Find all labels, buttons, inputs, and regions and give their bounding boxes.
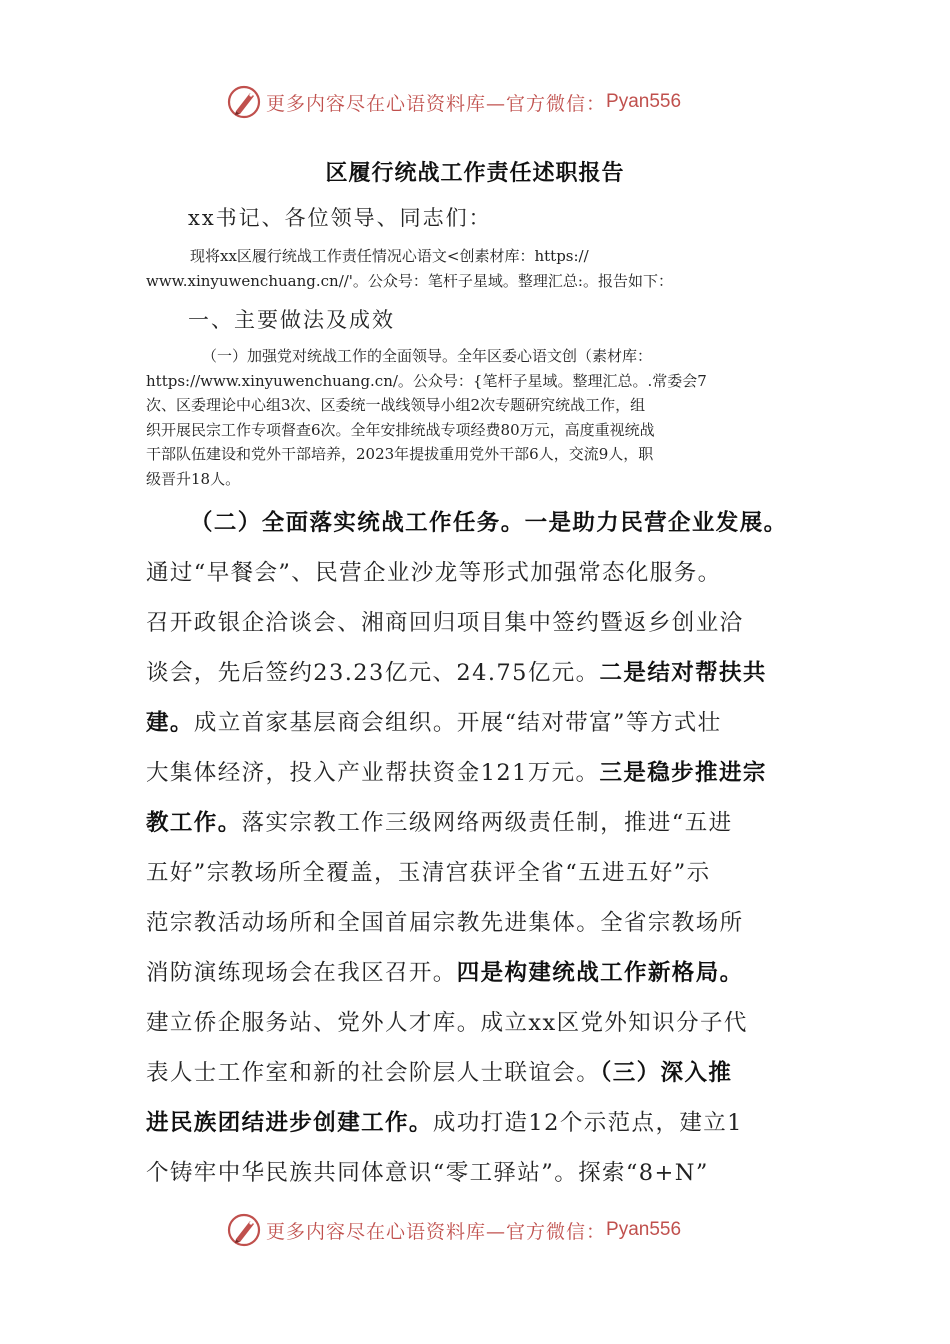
paragraph-1: [146, 344, 816, 491]
salutation: xx书记、各位领导、同志们：: [188, 206, 492, 230]
wechat-handle[interactable]: Pyan556: [606, 91, 682, 112]
paragraph-line: 教工作。落实宗教工作三级网络两级责任制，推进“五进: [146, 810, 733, 836]
paragraph-line: 范宗教活动场所和全国首届宗教先进集体。全省宗教场所: [146, 910, 744, 936]
intro-line: www.xinyuwenchuang.cn//'。公众号：笔杆子星域。整理汇总:。报告如下：: [146, 271, 673, 290]
intro-line: 现将xx区履行统战工作责任情况心语文<创素材库：https://: [190, 247, 589, 265]
paragraph-line: 建。成立首家基层商会组织。开展“结对带富”等方式壮: [146, 710, 722, 736]
wechat-handle[interactable]: Pyan556: [606, 1219, 682, 1240]
paragraph-line: 织开展民宗工作专项督查6次。全年安排统战专项经费80万元，高度重视统战: [146, 420, 655, 439]
section-heading: 一、主要做法及成效: [188, 308, 395, 332]
paragraph-line: https://www.xinyuwenchuang.cn/。公众号：{笔杆子星域。整理汇总。.常委会7: [146, 371, 707, 390]
banner-text: 更多内容尽在心语资料库—官方微信：: [266, 1220, 607, 1243]
paragraph-line: 通过“早餐会”、民营企业沙龙等形式加强常态化服务。: [146, 560, 722, 586]
paragraph-line: 干部队伍建设和党外干部培养，2023年提拔重用党外干部6人，交流9人，职: [146, 445, 654, 463]
pen-circle-logo-icon: [226, 84, 262, 120]
paragraph-line: （二）全面落实统战工作任务。一是助力民营企业发展。: [190, 510, 788, 536]
pen-circle-logo-icon: [226, 1212, 262, 1248]
paragraph-line: 个铸牢中华民族共同体意识“零工驿站”。探索“8+N”: [146, 1160, 709, 1186]
paragraph-line: 召开政银企洽谈会、湘商回归项目集中签约暨返乡创业洽: [146, 610, 744, 636]
paragraph-line: 大集体经济，投入产业帮扶资金121万元。三是稳步推进宗: [146, 760, 767, 786]
paragraph-line: 级晋升18人。: [146, 469, 241, 488]
banner-text: 更多内容尽在心语资料库—官方微信：: [266, 92, 607, 115]
paragraph-line: 次、区委理论中心组3次、区委统一战线领导小组2次专题研究统战工作，组: [146, 396, 646, 414]
footer-banner[interactable]: [226, 1210, 681, 1250]
paragraph-line: 表人士工作室和新的社会阶层人士联谊会。（三）深入推: [146, 1060, 733, 1086]
paragraph-line: 谈会，先后签约23.23亿元、24.75亿元。二是结对帮扶共: [146, 660, 767, 686]
paragraph-line: （一）加强党对统战工作的全面领导。全年区委心语文创（素材库：: [202, 347, 653, 365]
paragraph-line: 进民族团结进步创建工作。成功打造12个示范点，建立1: [146, 1110, 743, 1136]
header-banner[interactable]: [226, 82, 681, 122]
paragraph-2: [146, 498, 818, 1198]
paragraph-line: 五好”宗教场所全覆盖，玉清宫获评全省“五进五好”示: [146, 860, 711, 886]
document-title: 区履行统战工作责任述职报告: [325, 160, 625, 186]
paragraph-line: 消防演练现场会在我区召开。四是构建统战工作新格局。: [146, 960, 744, 986]
intro-paragraph: [146, 244, 816, 293]
paragraph-line: 建立侨企服务站、党外人才库。成立xx区党外知识分子代: [146, 1010, 748, 1036]
